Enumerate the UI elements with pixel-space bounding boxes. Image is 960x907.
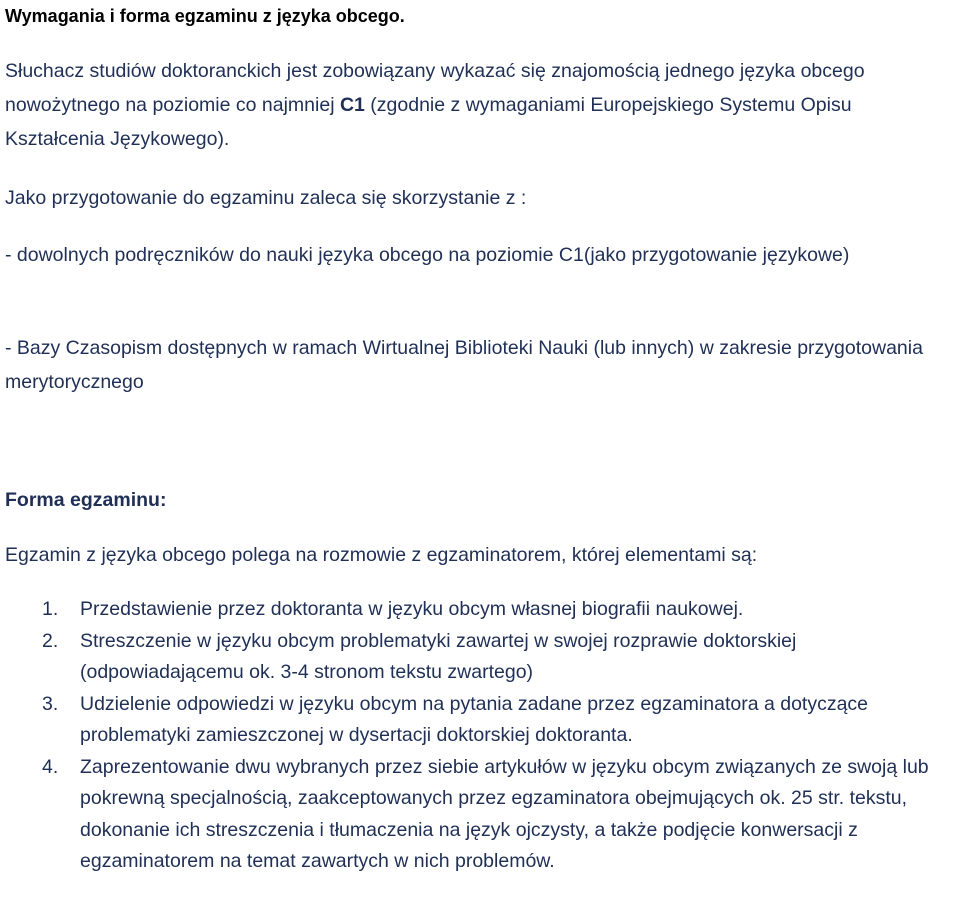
list-item-number: 2. <box>42 629 59 652</box>
list-item-text: Przedstawienie przez doktoranta w języku obcym własnej biografii naukowej. <box>80 598 744 620</box>
list-item-number: 3. <box>42 692 59 715</box>
preparation-intro: Jako przygotowanie do egzaminu zaleca się skorzystanie z : <box>5 187 527 209</box>
list-item <box>5 752 960 878</box>
list-item-text: Streszczenie w języku obcym problematyki zawartej w swojej rozprawie doktorskiej (odpowiadającemu ok. 3-4 stronom tekstu zwartego) <box>80 629 797 683</box>
exam-intro: Egzamin z języka obcego polega na rozmowie z egzaminatorem, której elementami są: <box>5 544 758 566</box>
exam-elements-list <box>5 594 960 878</box>
list-item <box>5 594 960 626</box>
requirements-paragraph <box>5 54 955 156</box>
list-item <box>5 626 960 689</box>
requirements-text-end: (zgodnie z wymaganiami Europejskiego Systemu Opisu Kształcenia Językowego). <box>5 94 852 150</box>
list-item-number: 4. <box>42 755 59 778</box>
preparation-journals: - Bazy Czasopism dostępnych w ramach Wirtualnej Biblioteki Nauki (lub innych) w zakresie przygotowania merytorycznego <box>5 337 923 393</box>
requirements-text-start: Słuchacz studiów doktoranckich jest zobowiązany wykazać się znajomością jednego języka obcego nowożytnego na poziomie co najmniej <box>5 60 865 116</box>
list-item-text: Udzielenie odpowiedzi w języku obcym na pytania zadane przez egzaminatora a dotyczące problematyki zamieszczonej w dysertacji doktorskiej doktoranta. <box>80 692 869 746</box>
document-title: Wymagania i forma egzaminu z języka obcego. <box>5 6 405 26</box>
level-c1: C1 <box>339 94 365 116</box>
list-item-text: Zaprezentowanie dwu wybranych przez siebie artykułów w języku obcym związanych ze swoją lub pokrewną specjalnością, zaakceptowanych przez egzaminatora obejmujących ok. 25 str. tekstu, dokonanie ich streszczenia i tłumaczenia na język ojczysty, a także podjęcie konwersacji z egzaminatorem na temat zawartych w nich problemów. <box>80 755 929 872</box>
preparation-textbooks: - dowolnych podręczników do nauki języka obcego na poziomie C1(jako przygotowanie językowe) <box>5 244 850 266</box>
exam-form-heading: Forma egzaminu: <box>5 489 167 511</box>
list-item <box>5 689 960 752</box>
list-item-number: 1. <box>42 598 59 620</box>
